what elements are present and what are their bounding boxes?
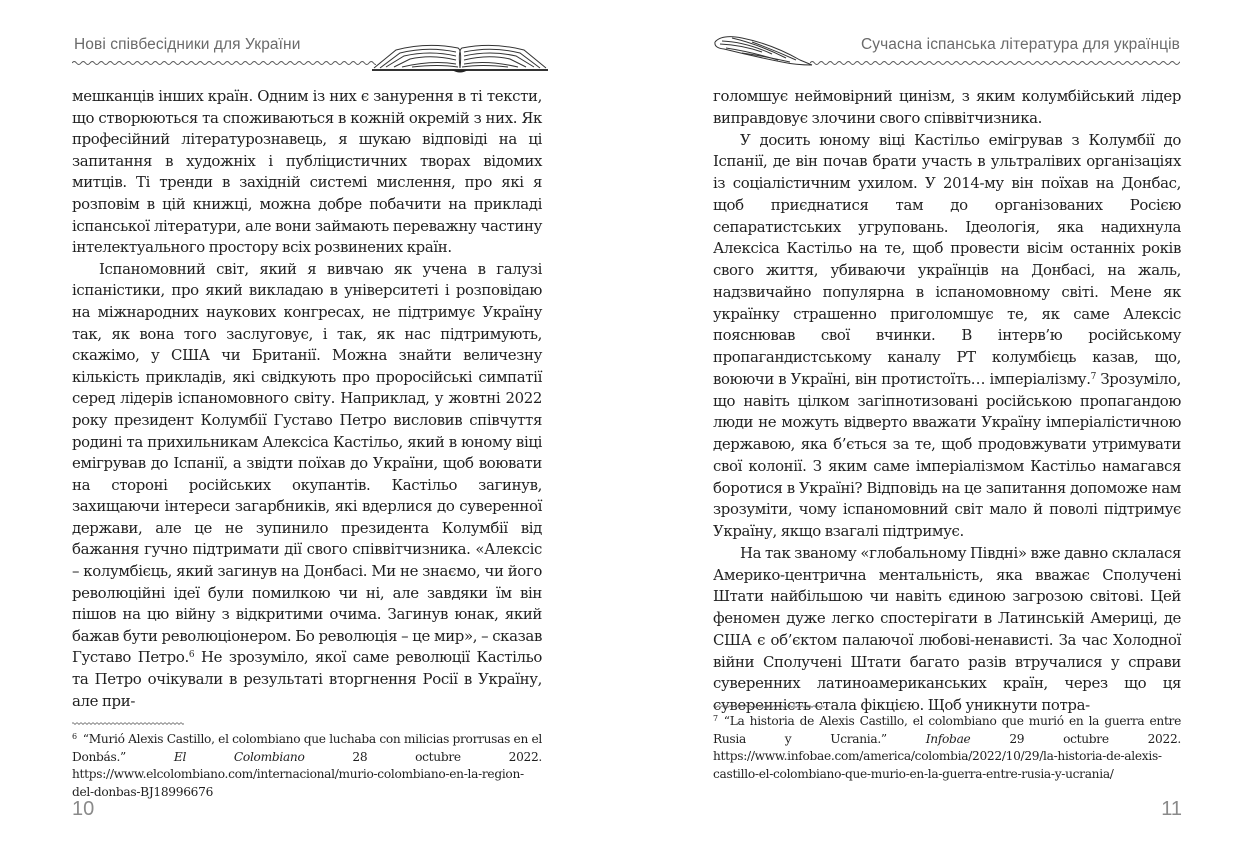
page-number-right: 11 <box>1161 798 1182 820</box>
right-page <box>624 0 1249 852</box>
footnote-number: 6 <box>72 732 77 741</box>
paragraph: голомшує неймовірний цинізм, з яким колумбійський лідер виправдовує злочини свого співвітчизника. <box>713 87 1181 127</box>
left-page <box>0 0 624 852</box>
footnote-source: El Colombiano <box>173 749 305 764</box>
page-number-left: 10 <box>72 798 95 820</box>
paragraph-text: Не зрозуміло, якої саме революції Кастільо та Петро очікували в результаті вторгнення Росії в Україну, але при- <box>72 648 542 710</box>
running-head-left: Нові співбесідники для України <box>74 36 301 53</box>
paragraph: На так званому «глобальному Півдні» вже давно склалася Америко-центрична ментальність, яка вважає Сполучені Штати найбільшою чи навіть єдиною загрозою світові. Цей феномен дуже легко спостерігати в Латинській Америці, де США є об’єктом палаючої любові-ненависті. За час Холодної війни Сполучені Штати багато разів втручалися у справи суверенних латиноамериканських країн, через що ця суверенність стала фікцією. Щоб уникнути потра- <box>713 543 1181 714</box>
footnote-ref[interactable]: 7 <box>1090 371 1096 382</box>
body-text-right <box>713 86 1181 717</box>
footnote-rest: 29 octubre 2022. https://www.infobae.com/america/colombia/2022/10/29/la-historia-de-alexis-castillo-el-colombiano-que-murio-en-la-guerra-entre-rusia-y-ucrania/ <box>713 731 1181 781</box>
footnote-source: Infobae <box>925 731 971 746</box>
footnote-rule <box>713 705 825 709</box>
footnote-7 <box>713 713 1181 783</box>
footnote-rest: 28 octubre 2022. https://www.elcolombiano.com/internacional/murio-colombiano-en-la-region-del-donbas-BJ18996676 <box>72 749 543 799</box>
wavy-rule-left <box>72 60 376 68</box>
body-text-left <box>72 86 542 712</box>
footnote-ref[interactable]: 6 <box>188 650 195 661</box>
wavy-rule-right <box>810 60 1180 68</box>
footnote-6 <box>72 731 542 801</box>
footnote-rule <box>72 722 184 726</box>
paragraph <box>713 130 1181 543</box>
paragraph-text: Зрозуміло, що навіть цілком загіпнотизовані російською пропагандою люди не можуть відверто вважати Україну імперіалістичною державою, яка б’ється за те, щоб продовжувати утримувати свої колонії. З яким саме імперіалізмом Кастільо намагався боротися в Україні? Відповідь на це запитання допоможе нам зрозуміти, чому іспаномовний світ мало й поволі підтримує Україну, якщо взагалі підтримує. <box>713 369 1181 540</box>
open-book-icon <box>372 38 548 76</box>
paragraph <box>72 259 542 712</box>
feather-quill-icon <box>712 32 824 72</box>
paragraph-text: У досить юному віці Кастільо емігрував з Колумбії до Іспанії, де він почав брати участь в ультралівих організаціях із соціалістичним ухилом. У 2014-му він поїхав на Донбас, щоб приєднатися там до організованих Росією сепаратистських угруповань. Ідеологія, яка надихнула Алексіса Кастільо на те, щоб провести вісім останніх років свого життя, убиваючи українців на Донбасі, на жаль, надзвичайно популярна в іспаномовному світі. Мене як українку страшенно приголомшує те, як саме Алексіс пояснював свої вчинки. В інтерв’ю російському пропагандистському каналу РТ колумбієць казав, що, воюючи в Україні, він протистоїть… імперіалізму. <box>713 130 1181 388</box>
running-head-right: Сучасна іспанська література для українців <box>860 36 1180 53</box>
paragraph-text: Іспаномовний світ, який я вивчаю як учена в галузі іспаністики, про який викладаю в університеті і розповідаю на міжнародних наукових конгресах, не підтримує Україну так, як вона того заслуговує, і так, як нас підтримують, скажімо, у США чи Британії. Можна знайти величезну кількість прикладів, які свідкують про проросійські симпатії серед лідерів іспаномовного світу. Наприклад, у жовтні 2022 року президент Колумбії Густаво Петро висловив співчуття родині та прихильникам Алексіса Кастільо, який в юному віці емігрував до Іспанії, а звідти поїхав до України, щоб воювати на стороні російських окупантів. Кастільо загинув, захищаючи інтереси загарбників, які вдерлися до суверенної держави, але це не зупинило президента Колумбії від бажання гучно підтримати дії свого співвітчизника. «Алексіс – колумбієць, який загинув на Донбасі. Ми не знаємо, чи його революційні ідеї були помилкою чи ні, але завдяки їм він пішов на цю війну з відкритими очима. Загинув юнак, який бажав бути революціонером. Бо революція – це мир», – сказав Густаво Петро. <box>72 259 542 667</box>
footnote-number: 7 <box>713 714 718 723</box>
footnote-quote: “La historia de Alexis Castillo, el colombiano que murió en la guerra entre Rusia y Ucrania.” <box>713 714 1181 746</box>
paragraph: мешканців інших країн. Одним із них є занурення в ті тексти, що створюються та споживаються в кожній окремій з них. Як професійний літературознавець, я шукаю відповіді на ці запитання в художніх і публіцистичних творах відомих митців. Ті тренди в західній системі мислення, про які я розповім в цій книжці, можна добре побачити на прикладі іспанської літератури, але вони займають переважну частину інтелектуального простору всіх розвинених країн. <box>72 87 542 257</box>
footnote-quote: “Murió Alexis Castillo, el colombiano que luchaba con milicias prorrusas en el Donbás.” <box>72 732 542 764</box>
